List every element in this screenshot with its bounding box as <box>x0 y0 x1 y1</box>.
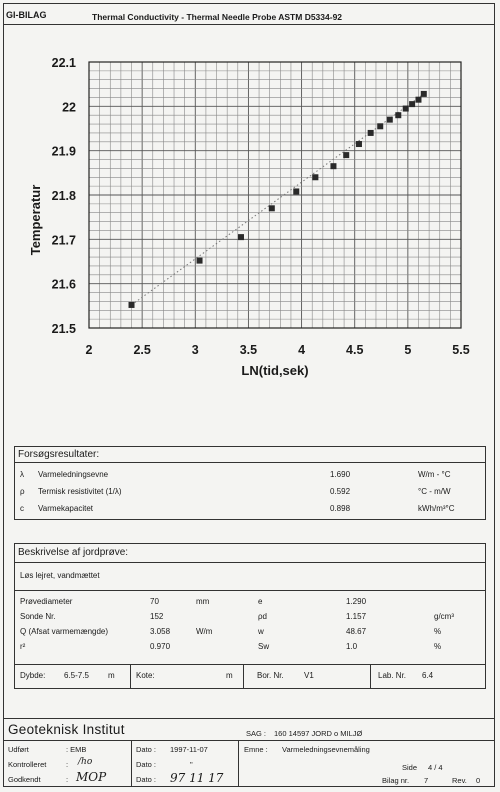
result-symbol: λ <box>20 470 24 479</box>
data-point <box>409 101 415 107</box>
x-tick-label: 2.5 <box>133 343 151 357</box>
emne-value: Varmeledningsevnemåling <box>282 745 370 754</box>
results-title: Forsøgsresultater: <box>18 449 100 460</box>
sample-property-value: 1.157 <box>346 612 367 621</box>
sample-param-label: Sonde Nr. <box>20 612 56 621</box>
dybde-unit: m <box>108 671 115 680</box>
udfort-value: : EMB <box>66 745 87 754</box>
sample-param-value: 70 <box>150 597 159 606</box>
sample-vdiv-1 <box>130 664 131 689</box>
data-point <box>368 130 374 136</box>
kontrolleret-value: : <box>66 760 69 769</box>
sample-divider-1 <box>14 562 486 563</box>
dato1-label: Dato : <box>136 745 157 754</box>
rev-value: 0 <box>476 776 481 785</box>
document-title: Thermal Conductivity - Thermal Needle Probe ASTM D5334-92 <box>92 12 343 22</box>
sample-vdiv-2 <box>243 664 244 689</box>
sample-param-unit: mm <box>196 597 210 606</box>
result-label: Varmekapacitet <box>38 504 93 513</box>
rev-label: Rev. <box>452 776 467 785</box>
kontrolleret-label: Kontrolleret <box>8 760 47 769</box>
y-tick-label: 22.1 <box>51 56 76 70</box>
data-point <box>197 258 203 264</box>
sample-vdiv-3 <box>370 664 371 689</box>
sample-property-value: 1.0 <box>346 642 358 651</box>
sample-param-value: 152 <box>150 612 164 621</box>
sample-description: Løs lejret, vandmættet <box>20 571 100 580</box>
sample-param-value: 3.058 <box>150 627 171 636</box>
sample-property-unit: g/cm³ <box>434 612 454 621</box>
side-value: 4 / 4 <box>428 763 443 772</box>
result-symbol: ρ <box>20 487 25 496</box>
result-unit: °C - m/W <box>418 487 451 496</box>
sample-box <box>14 543 486 689</box>
y-tick-label: 21.5 <box>51 322 76 336</box>
y-tick-label: 21.7 <box>51 233 76 248</box>
x-axis-label: LN(tid,sek) <box>241 363 309 378</box>
sample-property-label: w <box>258 627 264 636</box>
data-point <box>293 188 299 194</box>
emne-label: Emne : <box>244 745 268 754</box>
sample-divider-2 <box>14 590 486 591</box>
sample-param-value: 0.970 <box>150 642 171 651</box>
sample-property-label: e <box>258 597 263 606</box>
dybde-label: Dybde: <box>20 671 46 680</box>
x-tick-label: 2 <box>85 343 93 357</box>
data-point <box>421 91 427 97</box>
y-tick-label: 21.9 <box>51 144 76 159</box>
footer-vdiv-1 <box>131 740 132 787</box>
lab-value: 6.4 <box>422 671 434 680</box>
dato2-label: Dato : <box>136 760 157 769</box>
y-tick-label: 21.8 <box>51 189 76 203</box>
sample-property-value: 48.67 <box>346 627 367 636</box>
data-point <box>377 123 383 129</box>
y-axis-label: Temperatur <box>28 184 43 256</box>
data-point <box>312 174 318 180</box>
data-point <box>129 302 135 308</box>
kote-label: Kote: <box>136 671 155 680</box>
x-tick-label: 3 <box>191 343 199 357</box>
sample-title: Beskrivelse af jordprøve: <box>18 547 129 558</box>
data-point <box>238 234 244 240</box>
sample-param-unit: W/m <box>196 627 213 636</box>
bor-label: Bor. Nr. <box>257 671 284 680</box>
chart-grid <box>89 62 461 328</box>
dato2-value: " <box>190 760 193 769</box>
kontrolleret-signature: /ho <box>78 757 93 767</box>
sample-param-label: r² <box>20 642 26 651</box>
data-point <box>387 117 393 123</box>
y-tick-label: 22 <box>62 100 76 115</box>
x-tick-label: 5.5 <box>452 343 470 357</box>
x-tick-label: 4 <box>298 343 306 357</box>
sample-param-label: Q (Afsat varmemængde) <box>20 627 109 636</box>
sag-label: SAG : <box>246 729 267 738</box>
result-unit: kWh/m³°C <box>418 504 455 513</box>
godkendt-label: Godkendt <box>8 775 41 784</box>
bilag-value: 7 <box>424 776 429 785</box>
sample-property-unit: % <box>434 627 442 636</box>
result-unit: W/m - °C <box>418 470 451 479</box>
data-point <box>395 112 401 118</box>
bor-value: V1 <box>304 671 314 680</box>
dato3-label: Dato : <box>136 775 157 784</box>
result-value: 0.592 <box>330 487 351 496</box>
sample-property-label: Sw <box>258 642 270 651</box>
sample-property-unit: % <box>434 642 442 651</box>
kote-unit: m <box>226 671 233 680</box>
sample-property-value: 1.290 <box>346 597 367 606</box>
x-tick-label: 3.5 <box>239 343 258 357</box>
result-value: 1.690 <box>330 470 351 479</box>
result-label: Termisk resistivitet (1/λ) <box>38 487 122 496</box>
data-point <box>330 163 336 169</box>
institute-name: Geoteknisk Institut <box>8 722 125 737</box>
data-point <box>403 106 409 112</box>
results-divider <box>14 462 486 463</box>
dato3-value: 97 11 17 <box>170 771 224 785</box>
dybde-value: 6.5-7.5 <box>64 671 89 680</box>
temperature-chart <box>0 24 500 424</box>
footer-divider-top <box>3 718 495 719</box>
footer-vdiv-2 <box>238 740 239 787</box>
bilag-label: Bilag nr. <box>382 776 410 785</box>
data-point <box>415 97 421 103</box>
sample-divider-3 <box>14 664 486 665</box>
result-symbol: c <box>20 504 24 513</box>
godkendt-signature: MOP <box>76 770 107 784</box>
data-point <box>356 141 362 147</box>
sample-property-label: ρd <box>258 612 267 621</box>
data-point <box>269 205 275 211</box>
result-value: 0.898 <box>330 504 351 513</box>
udfort-label: Udført <box>8 745 29 754</box>
document-tag: GI-BILAG <box>6 10 47 20</box>
x-tick-label: 5 <box>404 343 412 357</box>
result-label: Varmeledningsevne <box>38 470 109 479</box>
data-point <box>343 152 349 158</box>
y-tick-label: 21.6 <box>51 277 76 292</box>
side-label: Side <box>402 763 418 772</box>
sample-param-label: Prøvediameter <box>20 597 73 606</box>
footer-divider-mid <box>3 740 495 741</box>
chart-tick-labels <box>52 56 470 357</box>
x-tick-label: 4.5 <box>346 343 364 357</box>
dato1-value: 1997-11-07 <box>170 745 208 754</box>
godkendt-value: : <box>66 775 69 784</box>
sag-value: 160 14597 JORD o MILJØ <box>274 729 363 738</box>
lab-label: Lab. Nr. <box>378 671 407 680</box>
